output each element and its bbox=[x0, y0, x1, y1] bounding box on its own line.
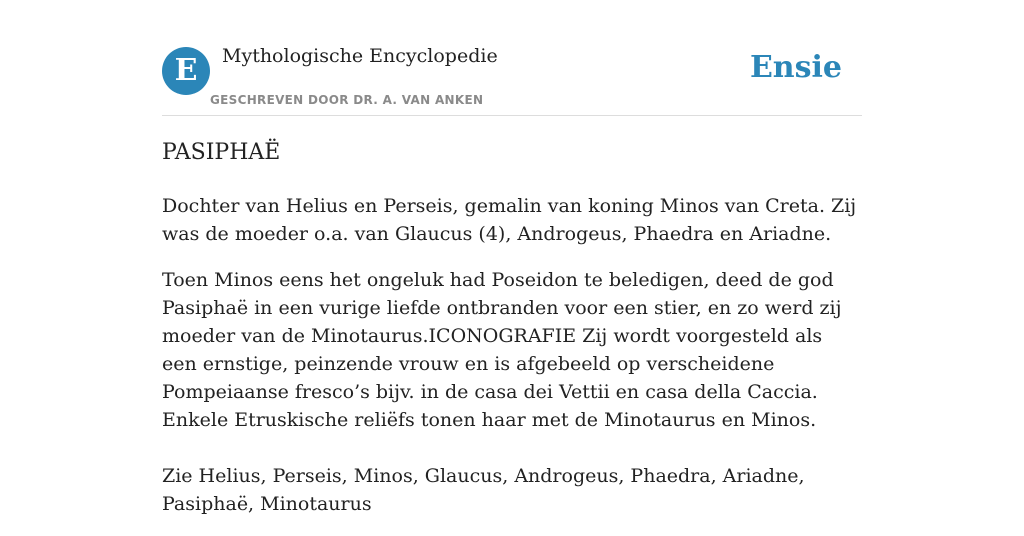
entry-paragraph: Dochter van Helius en Perseis, gemalin van koning Minos van Creta. Zij was de moeder o.a. van Glaucus (4), Androgeus, Phaedra en Ariadne. bbox=[162, 195, 857, 245]
entry-content bbox=[162, 192, 862, 536]
entry-title: PASIPHAË bbox=[162, 140, 281, 165]
encyclopedia-logo-icon[interactable]: E bbox=[162, 47, 210, 95]
entry-paragraph: Toen Minos eens het ongeluk had Poseidon te beledigen, deed de god Pasiphaë in een vurige liefde ontbranden voor een stier, en zo werd zij moeder van de Minotaurus.ICONOGRAFIE Zij wordt voorgesteld als een ernstige, peinzende vrouw en is afgebeeld op verscheidene Pompeiaanse fresco’s bijv. in de casa dei Vettii en casa della Caccia. Enkele Etruskische reliëfs tonen haar met de Minotaurus en Minos. bbox=[162, 269, 842, 431]
author-line: GESCHREVEN DOOR DR. A. VAN ANKEN bbox=[210, 93, 484, 107]
book-title[interactable]: Mythologische Encyclopedie bbox=[222, 45, 498, 67]
see-also-paragraph: Zie Helius, Perseis, Minos, Glaucus, Androgeus, Phaedra, Ariadne, Pasiphaë, Minotaurus bbox=[162, 465, 805, 515]
header-divider bbox=[162, 115, 862, 116]
ensie-brand-link[interactable]: Ensie bbox=[749, 50, 842, 85]
